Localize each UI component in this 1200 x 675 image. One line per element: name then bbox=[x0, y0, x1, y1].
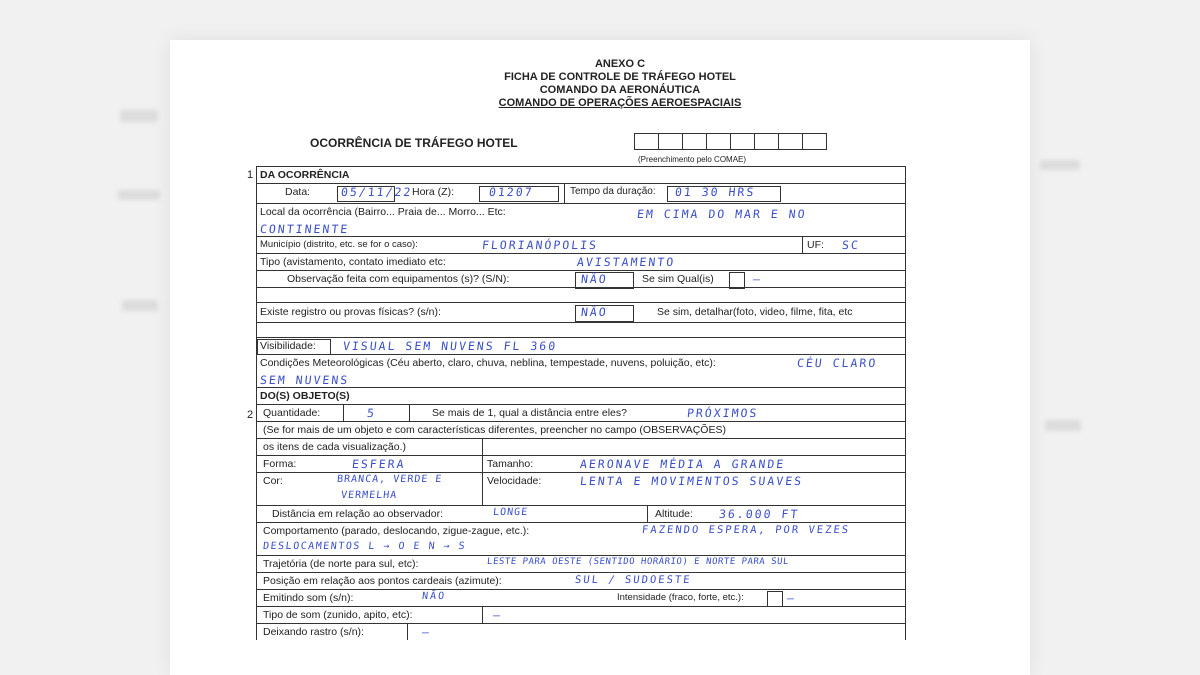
date-label: Data: bbox=[285, 186, 311, 198]
trail-value[interactable]: — bbox=[421, 625, 432, 639]
section-2-number: 2 bbox=[247, 409, 254, 421]
divider bbox=[409, 405, 410, 421]
color-row-continued bbox=[256, 489, 906, 505]
uf-label: UF: bbox=[807, 239, 824, 251]
comae-note: (Preenchimento pelo COMAE) bbox=[638, 155, 747, 164]
equipment-row bbox=[256, 270, 906, 287]
altitude-label: Altitude: bbox=[655, 508, 693, 520]
position-label: Posição em relação aos pontos cardeais (azimute): bbox=[263, 575, 502, 587]
intensity-box bbox=[767, 591, 783, 607]
shape-row bbox=[256, 455, 906, 472]
size-value[interactable]: AERONAVE MÉDIA A GRANDE bbox=[579, 457, 786, 471]
section-2-title-row bbox=[256, 387, 906, 404]
trail-row bbox=[256, 623, 906, 640]
divider bbox=[343, 405, 344, 421]
duration-value[interactable]: 01 30 HRS bbox=[674, 185, 757, 199]
registry-value[interactable]: NÃO bbox=[580, 305, 609, 319]
background-blur bbox=[118, 190, 160, 200]
divider bbox=[407, 624, 408, 640]
behavior-value[interactable]: FAZENDO ESPERA, POR VEZES bbox=[641, 524, 851, 536]
location-row bbox=[256, 203, 906, 220]
location-value-continued[interactable]: CONTINENTE bbox=[259, 222, 350, 236]
background-blur bbox=[1045, 420, 1081, 431]
observer-distance-row bbox=[256, 505, 906, 522]
divider bbox=[564, 184, 565, 203]
municipio-value[interactable]: FLORIANÓPOLIS bbox=[481, 238, 599, 252]
trail-label: Deixando rastro (s/n): bbox=[263, 626, 364, 638]
speed-label: Velocidade: bbox=[487, 475, 542, 487]
which-value[interactable]: — bbox=[752, 272, 763, 286]
equipment-label: Observação feita com equipamentos (s)? (S/N): bbox=[287, 273, 510, 285]
divider bbox=[482, 439, 483, 455]
weather-value[interactable]: CÉU CLARO bbox=[796, 356, 879, 370]
header-annex: ANEXO C bbox=[594, 58, 646, 70]
sound-value[interactable]: NÃO bbox=[421, 591, 447, 602]
speed-value[interactable]: LENTA E MOVIMENTOS SUAVES bbox=[579, 474, 804, 488]
note-line-2: os itens de cada visualização.) bbox=[263, 441, 406, 453]
note-line-1: (Se for mais de um objeto e com características diferentes, preencher no campo (OBSERVAÇÕES) bbox=[263, 424, 726, 436]
quantity-label: Quantidade: bbox=[263, 407, 321, 419]
sound-type-label: Tipo de som (zunido, apito, etc): bbox=[263, 609, 413, 621]
sound-type-value[interactable]: — bbox=[492, 608, 503, 622]
time-label: Hora (Z): bbox=[412, 186, 454, 198]
observer-distance-label: Distância em relação ao observador: bbox=[272, 508, 444, 520]
divider bbox=[482, 473, 483, 489]
weather-value-continued[interactable]: SEM NUVENS bbox=[259, 373, 350, 387]
visibility-row bbox=[256, 337, 906, 354]
header-operations: COMANDO DE OPERAÇÕES AEROESPACIAIS bbox=[498, 97, 742, 109]
location-row-continued bbox=[256, 220, 906, 236]
behavior-row-continued bbox=[256, 539, 906, 555]
type-value[interactable]: AVISTAMENTO bbox=[576, 255, 676, 269]
weather-row bbox=[256, 354, 906, 371]
header-form-title: FICHA DE CONTROLE DE TRÁFEGO HOTEL bbox=[504, 71, 736, 83]
section-2-title: DO(S) OBJETO(S) bbox=[260, 390, 350, 402]
municipio-row bbox=[256, 236, 906, 253]
color-value-continued[interactable]: VERMELHA bbox=[340, 490, 398, 501]
duration-label: Tempo da duração: bbox=[570, 186, 656, 197]
sound-label: Emitindo som (s/n): bbox=[263, 592, 354, 604]
occurrence-form bbox=[256, 166, 906, 640]
municipio-label: Município (distrito, etc. se for o caso): bbox=[260, 239, 418, 250]
time-value[interactable]: 01207 bbox=[488, 185, 535, 199]
type-label: Tipo (avistamento, contato imediato etc: bbox=[260, 256, 446, 268]
type-row bbox=[256, 253, 906, 270]
section-1-number: 1 bbox=[247, 169, 254, 181]
size-label: Tamanho: bbox=[487, 458, 534, 470]
date-value[interactable]: 05/11/22 bbox=[340, 185, 414, 199]
visibility-label: Visibilidade: bbox=[260, 340, 316, 352]
behavior-value-continued[interactable]: DESLOCAMENTOS L → O E N → S bbox=[262, 541, 467, 552]
trajectory-row bbox=[256, 555, 906, 572]
date-row bbox=[256, 183, 906, 203]
location-value[interactable]: EM CIMA DO MAR E NO bbox=[636, 207, 808, 221]
which-label: Se sim Qual(is) bbox=[642, 273, 714, 285]
weather-label: Condições Meteorológicas (Céu aberto, claro, chuva, neblina, tempestade, nuvens, poluição, etc): bbox=[260, 357, 716, 369]
equipment-value[interactable]: NÃO bbox=[580, 272, 609, 286]
visibility-label-box bbox=[257, 339, 331, 355]
divider bbox=[482, 456, 483, 472]
registry-row bbox=[256, 302, 906, 322]
behavior-row bbox=[256, 522, 906, 539]
occurrence-title: OCORRÊNCIA DE TRÁFEGO HOTEL bbox=[310, 136, 518, 150]
color-label: Cor: bbox=[263, 475, 283, 487]
registry-label: Existe registro ou provas físicas? (s/n): bbox=[260, 306, 441, 318]
background-blur bbox=[122, 300, 158, 311]
distance-between-value[interactable]: PRÓXIMOS bbox=[686, 406, 760, 420]
registry-detail-label: Se sim, detalhar(foto, video, filme, fita, etc bbox=[657, 306, 853, 318]
position-value[interactable]: SUL / SUDOESTE bbox=[574, 574, 693, 586]
divider bbox=[647, 506, 648, 522]
sound-row bbox=[256, 589, 906, 606]
uf-value[interactable]: SC bbox=[841, 238, 861, 252]
sound-type-row bbox=[256, 606, 906, 623]
position-row bbox=[256, 572, 906, 589]
header-command: COMANDO DA AERONÁUTICA bbox=[539, 84, 701, 96]
section-1-title: DA OCORRÊNCIA bbox=[260, 169, 350, 181]
background-blur bbox=[120, 110, 158, 122]
note-row-1 bbox=[256, 421, 906, 438]
altitude-value[interactable]: 36.000 FT bbox=[718, 507, 801, 521]
shape-label: Forma: bbox=[263, 458, 297, 470]
intensity-label: Intensidade (fraco, forte, etc.): bbox=[617, 592, 744, 603]
color-value[interactable]: BRANCA, VERDE E bbox=[336, 474, 443, 485]
quantity-value[interactable]: 5 bbox=[366, 406, 377, 420]
visibility-value[interactable]: VISUAL SEM NUVENS FL 360 bbox=[342, 339, 558, 353]
intensity-value[interactable]: — bbox=[786, 591, 797, 605]
distance-between-label: Se mais de 1, qual a distância entre eles? bbox=[432, 407, 627, 419]
blank-row bbox=[256, 322, 906, 337]
divider bbox=[802, 237, 803, 253]
divider bbox=[482, 489, 483, 505]
note-row-2 bbox=[256, 438, 906, 455]
comae-code-boxes bbox=[635, 133, 827, 150]
observer-distance-value[interactable]: LONGE bbox=[492, 507, 529, 518]
trajectory-value[interactable]: LESTE PARA OESTE (SENTIDO HORÁRIO) E NORTE PARA SUL bbox=[486, 557, 790, 567]
document-page bbox=[170, 40, 1030, 675]
shape-value[interactable]: ESFERA bbox=[351, 457, 407, 471]
trajectory-label: Trajetória (de norte para sul, etc): bbox=[263, 558, 419, 570]
background-blur bbox=[1040, 160, 1080, 170]
document-header bbox=[470, 58, 770, 110]
divider bbox=[482, 607, 483, 623]
quantity-row bbox=[256, 404, 906, 421]
location-label: Local da ocorrência (Bairro... Praia de... Morro... Etc: bbox=[260, 206, 506, 218]
section-1-title-row bbox=[256, 166, 906, 183]
color-row bbox=[256, 472, 906, 489]
blank-row bbox=[256, 287, 906, 302]
weather-row-continued bbox=[256, 371, 906, 387]
behavior-label: Comportamento (parado, deslocando, zigue-zague, etc.): bbox=[263, 525, 530, 537]
